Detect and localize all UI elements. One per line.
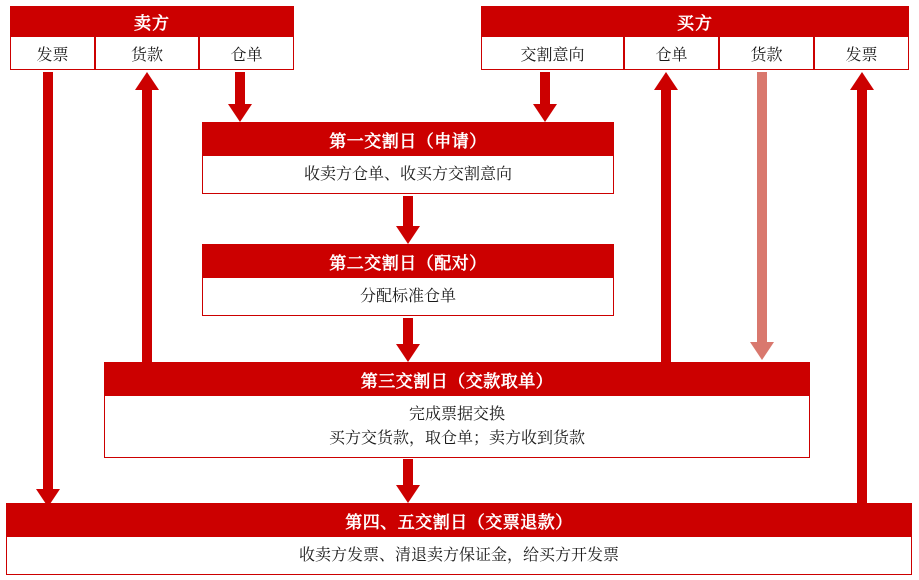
party-header-seller bbox=[10, 6, 294, 36]
seller-invoice-down-arrow bbox=[36, 72, 60, 507]
buyer-delivery-intent-down-arrow bbox=[533, 72, 557, 122]
stage-3-body-line-2: 买方交货款，取仓单；卖方收到货款 bbox=[328, 429, 585, 447]
stage-4-body-line-1: 收卖方发票、清退卖方保证金，给买方开发票 bbox=[298, 546, 619, 564]
stage-2-body-line-1: 分配标准仓单 bbox=[359, 287, 456, 305]
seller-payment-up-arrow bbox=[135, 72, 159, 368]
buyer-doc-warehouse-receipt-label: 仓单 bbox=[655, 46, 688, 64]
buyer-doc-warehouse-receipt bbox=[624, 36, 719, 70]
seller-doc-warehouse-receipt-label: 仓单 bbox=[230, 46, 263, 64]
stage1-to-stage2-arrow bbox=[396, 196, 420, 244]
stage-2-title bbox=[202, 244, 614, 278]
party-header-seller-label: 卖方 bbox=[134, 13, 170, 33]
stage-3-body bbox=[104, 396, 810, 458]
stage-1-title-label: 第一交割日（申请） bbox=[329, 131, 487, 151]
seller-doc-payment bbox=[95, 36, 199, 70]
stage-3-title-label: 第三交割日（交款取单） bbox=[360, 371, 554, 391]
stage-1-body bbox=[202, 156, 614, 194]
party-header-buyer-label: 买方 bbox=[677, 13, 713, 33]
buyer-doc-invoice bbox=[814, 36, 909, 70]
buyer-invoice-up-arrow bbox=[850, 72, 874, 507]
seller-warehouse-receipt-down-arrow bbox=[228, 72, 252, 122]
stage-4-title bbox=[6, 503, 912, 537]
stage3-to-stage4-arrow bbox=[396, 459, 420, 503]
seller-doc-invoice bbox=[10, 36, 95, 70]
stage-1-title bbox=[202, 122, 614, 156]
buyer-warehouse-receipt-up-arrow bbox=[654, 72, 678, 368]
seller-doc-invoice-label: 发票 bbox=[36, 46, 69, 64]
buyer-doc-delivery-intent bbox=[481, 36, 624, 70]
stage-2-body bbox=[202, 278, 614, 316]
stage-1-body-line-1: 收卖方仓单、收买方交割意向 bbox=[303, 165, 512, 183]
buyer-doc-invoice-label: 发票 bbox=[845, 46, 878, 64]
stage-3-body-line-1: 完成票据交换 bbox=[408, 406, 505, 424]
buyer-doc-payment bbox=[719, 36, 814, 70]
stage-4-body bbox=[6, 537, 912, 575]
stage-3-title bbox=[104, 362, 810, 396]
stage-4-title-label: 第四、五交割日（交票退款） bbox=[345, 512, 573, 532]
stage-2-title-label: 第二交割日（配对） bbox=[329, 253, 487, 273]
party-header-buyer bbox=[481, 6, 909, 36]
stage2-to-stage3-arrow bbox=[396, 318, 420, 362]
seller-doc-payment-label: 货款 bbox=[130, 46, 163, 64]
buyer-payment-down-arrow bbox=[750, 72, 774, 360]
buyer-doc-delivery-intent-label: 交割意向 bbox=[520, 46, 585, 64]
buyer-doc-payment-label: 货款 bbox=[750, 46, 783, 64]
seller-doc-warehouse-receipt bbox=[199, 36, 294, 70]
